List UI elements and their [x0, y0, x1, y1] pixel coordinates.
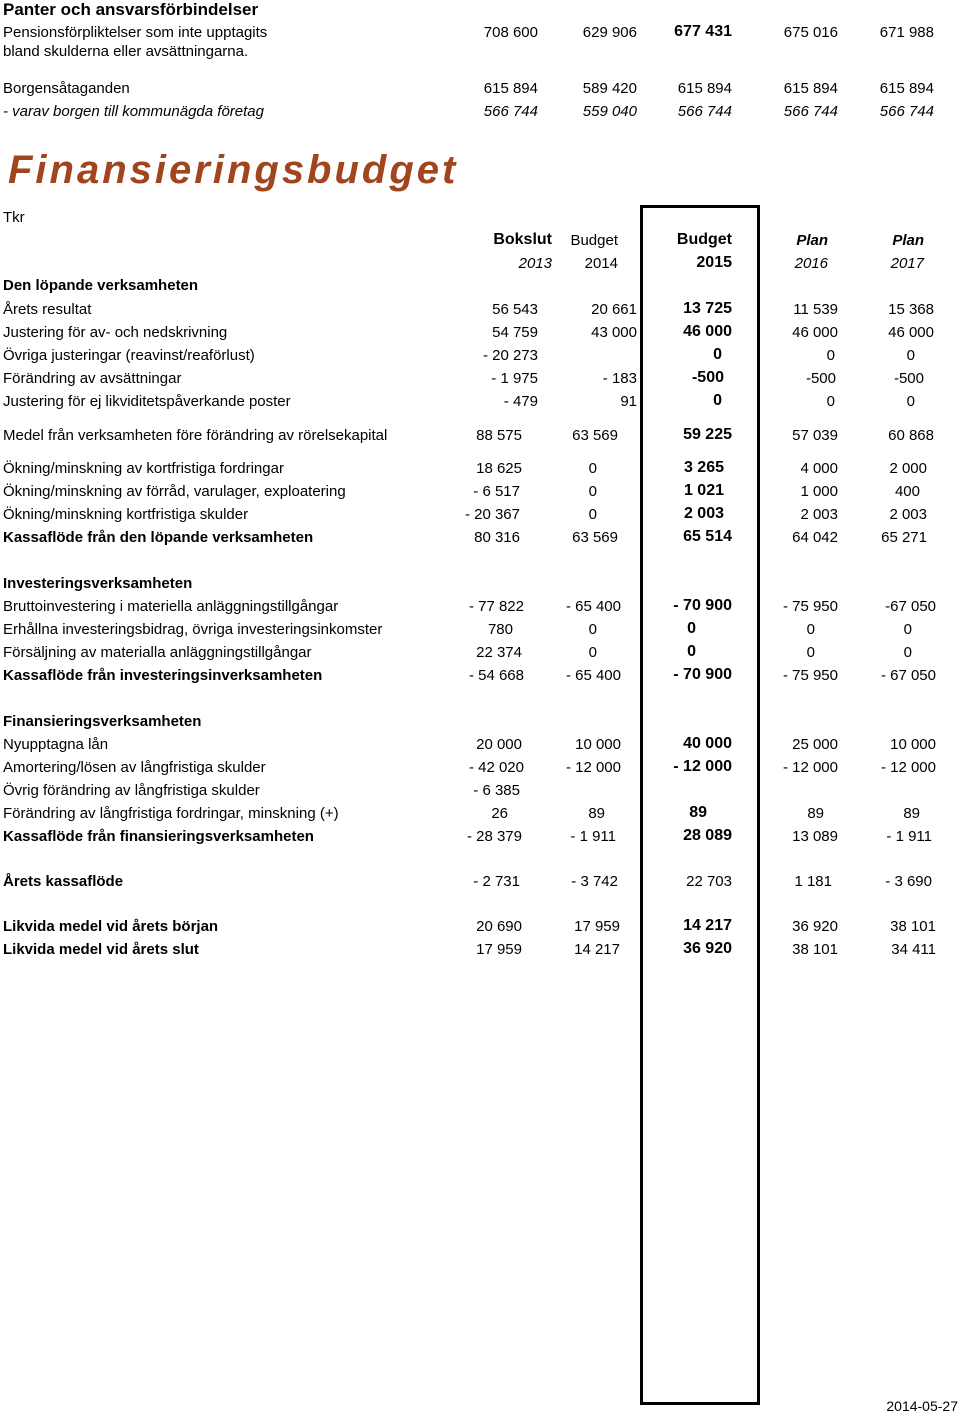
row-label: Ökning/minskning kortfristiga skulder [3, 506, 249, 523]
row-value: - 3 690 [885, 873, 932, 890]
varav-value: 566 744 [483, 103, 538, 120]
row-value: 0 [826, 393, 835, 410]
row-value: 0 [826, 347, 835, 364]
row-value: 1 021 [683, 482, 724, 499]
varav-label: - varav borgen till kommunägda företag [3, 103, 264, 120]
row-label: Övrig förändring av långfristiga skulder [3, 782, 260, 799]
row-value: 2 003 [800, 506, 838, 523]
row-value: 20 000 [476, 736, 522, 753]
row-value: 54 759 [492, 324, 538, 341]
row-label: Nyupptagna lån [3, 736, 109, 753]
row-value: 0 [906, 393, 915, 410]
row-value: 15 368 [888, 301, 934, 318]
row-value: 13 089 [792, 828, 838, 845]
row-value: -500 [691, 369, 724, 386]
row-value: 57 039 [792, 427, 838, 444]
row-value: -67 050 [885, 598, 936, 615]
row-value: 11 539 [793, 301, 838, 318]
col-year: 2014 [584, 255, 618, 272]
pension-value: 629 906 [582, 24, 637, 41]
row-value: - 70 900 [673, 597, 732, 614]
row-value: - 20 367 [464, 506, 520, 523]
row-value: 0 [906, 347, 915, 364]
row-value: 43 000 [591, 324, 637, 341]
row-label: Förändring av långfristiga fordringar, minskning (+) [3, 805, 339, 822]
row-value: 63 569 [572, 529, 618, 546]
budget-title: Finansieringsbudget [8, 148, 459, 192]
col-header: Plan [796, 232, 828, 249]
row-value: 10 000 [575, 736, 621, 753]
row-value: 65 271 [881, 529, 927, 546]
row-value: 26 [491, 805, 508, 822]
row-value: 91 [620, 393, 637, 410]
pension-value: 671 988 [879, 24, 934, 41]
row-label: Ökning/minskning av förråd, varulager, exploatering [3, 483, 346, 500]
section-heading-invest: Investeringsverksamheten [3, 575, 193, 592]
row-value: 20 690 [476, 918, 522, 935]
row-value: 89 [903, 805, 920, 822]
row-value: 0 [588, 644, 597, 661]
row-value: - 183 [602, 370, 637, 387]
col-header: Budget [570, 232, 618, 249]
col-header: Bokslut [493, 231, 552, 248]
row-label: Kassaflöde från finansieringsverksamheten [3, 828, 314, 845]
row-value: 22 374 [476, 644, 522, 661]
row-value: 46 000 [888, 324, 934, 341]
row-value: - 1 975 [491, 370, 538, 387]
pension-label-1: Pensionsförpliktelser som inte upptagits [3, 24, 268, 41]
row-value: 0 [687, 643, 696, 660]
row-value: 0 [903, 621, 912, 638]
col-year: 2017 [890, 255, 924, 272]
row-value: - 6 517 [473, 483, 520, 500]
pension-value: 675 016 [783, 24, 838, 41]
row-value: - 3 742 [571, 873, 618, 890]
row-value: 28 089 [683, 827, 732, 844]
row-value: 2 003 [683, 505, 724, 522]
row-value: - 12 000 [673, 758, 732, 775]
row-value: 34 411 [891, 941, 936, 958]
row-label: Amortering/lösen av långfristiga skulder [3, 759, 266, 776]
row-value: - 28 379 [466, 828, 522, 845]
row-label: Årets resultat [3, 301, 92, 318]
borgen-value: 615 894 [677, 80, 732, 97]
row-value: 13 725 [683, 300, 732, 317]
row-value: 0 [687, 620, 696, 637]
pension-value: 677 431 [674, 23, 732, 40]
row-value: 25 000 [792, 736, 838, 753]
row-value: 2 000 [889, 460, 927, 477]
row-value: 89 [588, 805, 605, 822]
varav-value: 566 744 [677, 103, 732, 120]
row-value: 56 543 [492, 301, 538, 318]
row-value: 89 [689, 804, 707, 821]
row-label: Kassaflöde från den löpande verksamheten [3, 529, 314, 546]
row-value: -500 [893, 370, 924, 387]
row-value: - 1 911 [570, 828, 616, 845]
row-label: Justering för ej likviditetspåverkande poster [3, 393, 291, 410]
row-label: Likvida medel vid årets slut [3, 941, 199, 958]
unit-label: Tkr [3, 209, 25, 226]
col-header: Plan [892, 232, 924, 249]
row-value: 60 868 [888, 427, 934, 444]
col-year: 2016 [794, 255, 828, 272]
row-value: 0 [903, 644, 912, 661]
row-value: 22 703 [686, 873, 732, 890]
row-value: 38 101 [792, 941, 838, 958]
section-heading-lopande: Den löpande verksamheten [3, 277, 199, 294]
row-value: 38 101 [890, 918, 936, 935]
footer-date: 2014-05-27 [886, 1398, 958, 1414]
row-value: 80 316 [474, 529, 520, 546]
row-value: - 1 911 [886, 828, 932, 845]
row-value: 40 000 [683, 735, 732, 752]
row-value: 780 [487, 621, 513, 638]
row-value: - 2 731 [473, 873, 520, 890]
varav-value: 566 744 [783, 103, 838, 120]
row-value: 14 217 [683, 917, 732, 934]
row-label: Kassaflöde från investeringsinverksamheten [3, 667, 323, 684]
row-value: - 6 385 [473, 782, 520, 799]
row-value: 3 265 [683, 459, 724, 476]
row-value: 0 [588, 483, 597, 500]
row-label: Årets kassaflöde [3, 873, 124, 890]
row-value: - 67 050 [880, 667, 936, 684]
row-value: 64 042 [792, 529, 838, 546]
row-value: - 12 000 [880, 759, 936, 776]
row-value: 65 514 [683, 528, 732, 545]
row-value: 88 575 [476, 427, 522, 444]
row-value: -500 [805, 370, 836, 387]
row-value: 10 000 [890, 736, 936, 753]
pension-label-2: bland skulderna eller avsättningarna. [3, 43, 249, 60]
row-value: 0 [588, 506, 597, 523]
row-value: 0 [806, 644, 815, 661]
row-value: 36 920 [683, 940, 732, 957]
row-value: 0 [588, 460, 597, 477]
borgen-value: 615 894 [879, 80, 934, 97]
row-label: Medel från verksamheten före förändring av rörelsekapital [3, 427, 388, 444]
row-label: Bruttoinvestering i materiella anläggningstillgångar [3, 598, 339, 615]
row-value: 63 569 [572, 427, 618, 444]
row-value: - 54 668 [468, 667, 524, 684]
row-value: 4 000 [800, 460, 838, 477]
row-value: 46 000 [683, 323, 732, 340]
col-header: Budget [676, 231, 732, 248]
row-value: 14 217 [574, 941, 620, 958]
row-label: Förändring av avsättningar [3, 370, 182, 387]
row-value: 0 [806, 621, 815, 638]
row-value: - 75 950 [782, 667, 838, 684]
borgen-value: 615 894 [483, 80, 538, 97]
row-value: 0 [713, 346, 722, 363]
panter-title: Panter och ansvarsförbindelser [3, 0, 259, 19]
row-label: Ökning/minskning av kortfristiga fordringar [3, 460, 284, 477]
row-value: 1 181 [794, 873, 832, 890]
varav-value: 559 040 [582, 103, 637, 120]
row-label: Likvida medel vid årets början [3, 918, 219, 935]
row-value: 59 225 [683, 426, 732, 443]
row-label: Justering för av- och nedskrivning [3, 324, 228, 341]
row-label: Erhållna investeringsbidrag, övriga investeringsinkomster [3, 621, 383, 638]
row-label: Försäljning av materialla anläggningstillgångar [3, 644, 312, 661]
row-value: - 12 000 [565, 759, 621, 776]
borgen-label: Borgensåtaganden [3, 80, 130, 97]
col-year: 2013 [518, 255, 552, 272]
row-value: - 12 000 [782, 759, 838, 776]
row-value: 400 [894, 483, 920, 500]
row-value: 89 [807, 805, 824, 822]
row-value: - 20 273 [482, 347, 538, 364]
row-value: - 65 400 [565, 667, 621, 684]
row-value: 46 000 [792, 324, 838, 341]
section-heading-finans: Finansieringsverksamheten [3, 713, 202, 730]
row-value: - 65 400 [565, 598, 621, 615]
row-value: 36 920 [792, 918, 838, 935]
col-year: 2015 [696, 254, 732, 271]
row-value: 17 959 [476, 941, 522, 958]
row-value: 17 959 [574, 918, 620, 935]
row-value: - 75 950 [782, 598, 838, 615]
row-value: 1 000 [800, 483, 838, 500]
row-label: Övriga justeringar (reavinst/reaförlust) [3, 347, 255, 364]
borgen-value: 589 420 [582, 80, 637, 97]
row-value: 2 003 [889, 506, 927, 523]
row-value: 18 625 [476, 460, 522, 477]
row-value: 20 661 [591, 301, 637, 318]
varav-value: 566 744 [879, 103, 934, 120]
row-value: - 42 020 [468, 759, 524, 776]
row-value: - 70 900 [673, 666, 732, 683]
borgen-value: 615 894 [783, 80, 838, 97]
row-value: 0 [588, 621, 597, 638]
row-value: - 479 [503, 393, 538, 410]
row-value: - 77 822 [468, 598, 524, 615]
row-value: 0 [713, 392, 722, 409]
pension-value: 708 600 [483, 24, 538, 41]
